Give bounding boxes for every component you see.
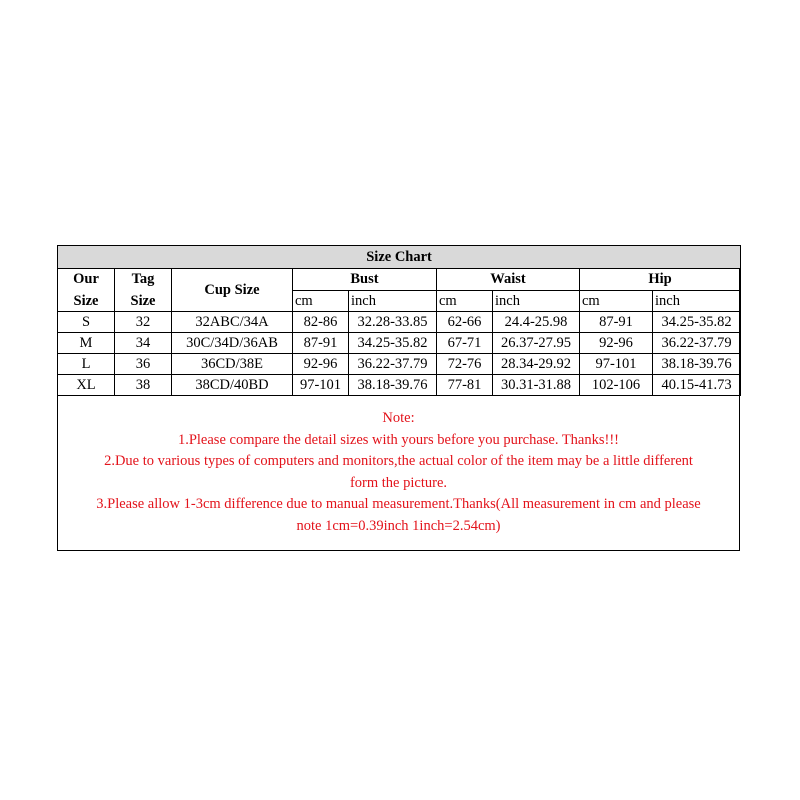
- header-our-size-line2: Size: [73, 292, 99, 309]
- hip-inch-unit: inch: [653, 291, 741, 312]
- header-our-size-line1: Our: [73, 271, 99, 287]
- table-row: [58, 375, 741, 396]
- header-our-size: [58, 269, 115, 312]
- bust-inch-unit: inch: [349, 291, 437, 312]
- header-waist: Waist: [437, 269, 580, 291]
- cell-waist-inch: 28.34-29.92: [493, 354, 580, 375]
- note-line-2: 2.Due to various types of computers and monitors,the actual color of the item may be a little different: [104, 453, 693, 469]
- cell-hip-cm: 87-91: [580, 312, 653, 333]
- cell-hip-inch: 34.25-35.82: [653, 312, 741, 333]
- cell-waist-inch: 30.31-31.88: [493, 375, 580, 396]
- cell-waist-cm: 62-66: [437, 312, 493, 333]
- cell-bust-inch: 32.28-33.85: [349, 312, 437, 333]
- cell-waist-inch: 26.37-27.95: [493, 333, 580, 354]
- cell-our-size: M: [58, 333, 115, 354]
- cell-bust-inch: 36.22-37.79: [349, 354, 437, 375]
- cell-our-size: S: [58, 312, 115, 333]
- cell-cup-size: 36CD/38E: [172, 354, 293, 375]
- header-tag-size: [115, 269, 172, 312]
- cell-hip-cm: 102-106: [580, 375, 653, 396]
- cell-bust-cm: 97-101: [293, 375, 349, 396]
- cell-bust-cm: 92-96: [293, 354, 349, 375]
- cell-tag-size: 38: [115, 375, 172, 396]
- cell-waist-cm: 67-71: [437, 333, 493, 354]
- cell-tag-size: 32: [115, 312, 172, 333]
- waist-inch-unit: inch: [493, 291, 580, 312]
- size-chart: [57, 245, 740, 551]
- hip-cm-unit: cm: [580, 291, 653, 312]
- waist-cm-unit: cm: [437, 291, 493, 312]
- cell-cup-size: 30C/34D/36AB: [172, 333, 293, 354]
- header-hip: Hip: [580, 269, 741, 291]
- header-tag-size-line2: Size: [130, 292, 156, 309]
- cell-our-size: L: [58, 354, 115, 375]
- chart-title: Size Chart: [58, 246, 741, 269]
- cell-waist-inch: 24.4-25.98: [493, 312, 580, 333]
- table-row: [58, 312, 741, 333]
- cell-bust-cm: 82-86: [293, 312, 349, 333]
- cell-bust-cm: 87-91: [293, 333, 349, 354]
- note-line-4: 3.Please allow 1-3cm difference due to manual measurement.Thanks(All measurement in cm and please: [96, 496, 701, 512]
- cell-hip-inch: 36.22-37.79: [653, 333, 741, 354]
- header-tag-size-line1: Tag: [131, 271, 155, 287]
- cell-bust-inch: 34.25-35.82: [349, 333, 437, 354]
- cell-hip-inch: 40.15-41.73: [653, 375, 741, 396]
- table-row: [58, 354, 741, 375]
- header-bust: Bust: [293, 269, 437, 291]
- cell-our-size: XL: [58, 375, 115, 396]
- header-cup-size: Cup Size: [172, 269, 293, 312]
- cell-cup-size: 38CD/40BD: [172, 375, 293, 396]
- cell-hip-cm: 97-101: [580, 354, 653, 375]
- note-title: Note:: [382, 410, 415, 426]
- cell-tag-size: 36: [115, 354, 172, 375]
- cell-waist-cm: 77-81: [437, 375, 493, 396]
- bust-cm-unit: cm: [293, 291, 349, 312]
- cell-tag-size: 34: [115, 333, 172, 354]
- table-row: [58, 333, 741, 354]
- note-line-3: form the picture.: [349, 474, 448, 491]
- cell-hip-cm: 92-96: [580, 333, 653, 354]
- cell-bust-inch: 38.18-39.76: [349, 375, 437, 396]
- cell-hip-inch: 38.18-39.76: [653, 354, 741, 375]
- cell-waist-cm: 72-76: [437, 354, 493, 375]
- notes-section: [58, 399, 739, 549]
- cell-cup-size: 32ABC/34A: [172, 312, 293, 333]
- note-line-1: 1.Please compare the detail sizes with yours before you purchase. Thanks!!!: [177, 431, 620, 448]
- note-line-5: note 1cm=0.39inch 1inch=2.54cm): [296, 517, 501, 534]
- size-table: [57, 245, 741, 396]
